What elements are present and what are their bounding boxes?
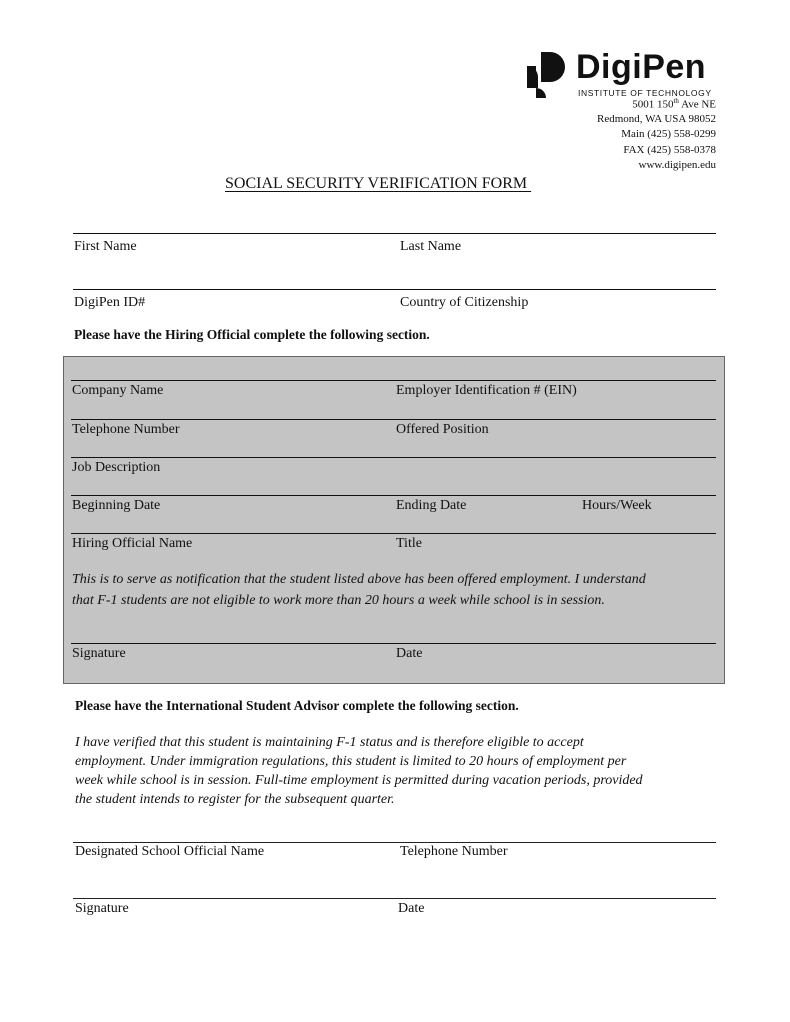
ending-date-label: Ending Date (396, 498, 467, 513)
digipen-logo-tagline: INSTITUTE OF TECHNOLOGY (578, 88, 712, 98)
address-website: www.digipen.edu (638, 159, 716, 171)
last-name-label: Last Name (400, 239, 462, 254)
telephone-line (71, 419, 716, 420)
dso-name-label: Designated School Official Name (75, 844, 265, 859)
hiring-signature-line (71, 643, 716, 644)
advisor-date-label: Date (398, 901, 425, 916)
hiring-signature-label: Signature (72, 646, 126, 661)
address-fax: FAX (425) 558-0378 (623, 144, 716, 156)
beginning-date-label: Beginning Date (72, 498, 161, 513)
advisor-telephone-label: Telephone Number (400, 844, 508, 859)
digipen-logo-wordmark: DigiPen (576, 48, 707, 86)
job-description-line (71, 457, 716, 458)
address-street: 5001 150th Ave NE (632, 97, 716, 111)
company-name-label: Company Name (72, 383, 164, 398)
beginning-date-line (71, 495, 716, 496)
advisor-signature-label: Signature (75, 901, 129, 916)
address-city: Redmond, WA USA 98052 (597, 113, 716, 125)
hiring-official-name-line (71, 533, 716, 534)
offered-position-label: Offered Position (396, 422, 489, 437)
country-label: Country of Citizenship (400, 295, 529, 310)
job-description-label: Job Description (72, 460, 161, 475)
hiring-official-section (63, 356, 725, 684)
advisor-signature-line (73, 898, 716, 899)
digipen-logo-mark-icon (527, 52, 573, 98)
first-name-label: First Name (74, 239, 137, 254)
digipen-id-label: DigiPen ID# (74, 295, 146, 310)
hiring-instruction: Please have the Hiring Official complete the following section. (74, 327, 430, 342)
ein-label: Employer Identification # (EIN) (396, 383, 577, 398)
dso-name-line (73, 842, 716, 843)
advisor-instruction: Please have the International Student Advisor complete the following section. (75, 698, 519, 713)
first-name-line (73, 233, 716, 234)
advisor-statement-line-4: the student intends to register for the subsequent quarter. (75, 792, 395, 807)
advisor-statement-line-1: I have verified that this student is maintaining F-1 status and is therefore eligible to accept (75, 735, 584, 750)
address-main-phone: Main (425) 558-0299 (621, 128, 716, 140)
advisor-statement-line-3: week while school is in session. Full-time employment is permitted during vacation periods, provided (75, 773, 643, 788)
hiring-official-name-label: Hiring Official Name (72, 536, 193, 551)
hours-week-label: Hours/Week (582, 498, 652, 513)
title-label: Title (396, 536, 422, 551)
form-title: SOCIAL SECURITY VERIFICATION FORM (225, 175, 532, 192)
employment-notice-line-2: that F-1 students are not eligible to work more than 20 hours a week while school is in session. (72, 593, 605, 608)
employment-notice-line-1: This is to serve as notification that the student listed above has been offered employment. I understand (72, 572, 646, 587)
digipen-id-line (73, 289, 716, 290)
advisor-statement-line-2: employment. Under immigration regulations, this student is limited to 20 hours of employment per (75, 754, 627, 769)
hiring-date-label: Date (396, 646, 423, 661)
telephone-label: Telephone Number (72, 422, 180, 437)
company-name-line (71, 380, 716, 381)
